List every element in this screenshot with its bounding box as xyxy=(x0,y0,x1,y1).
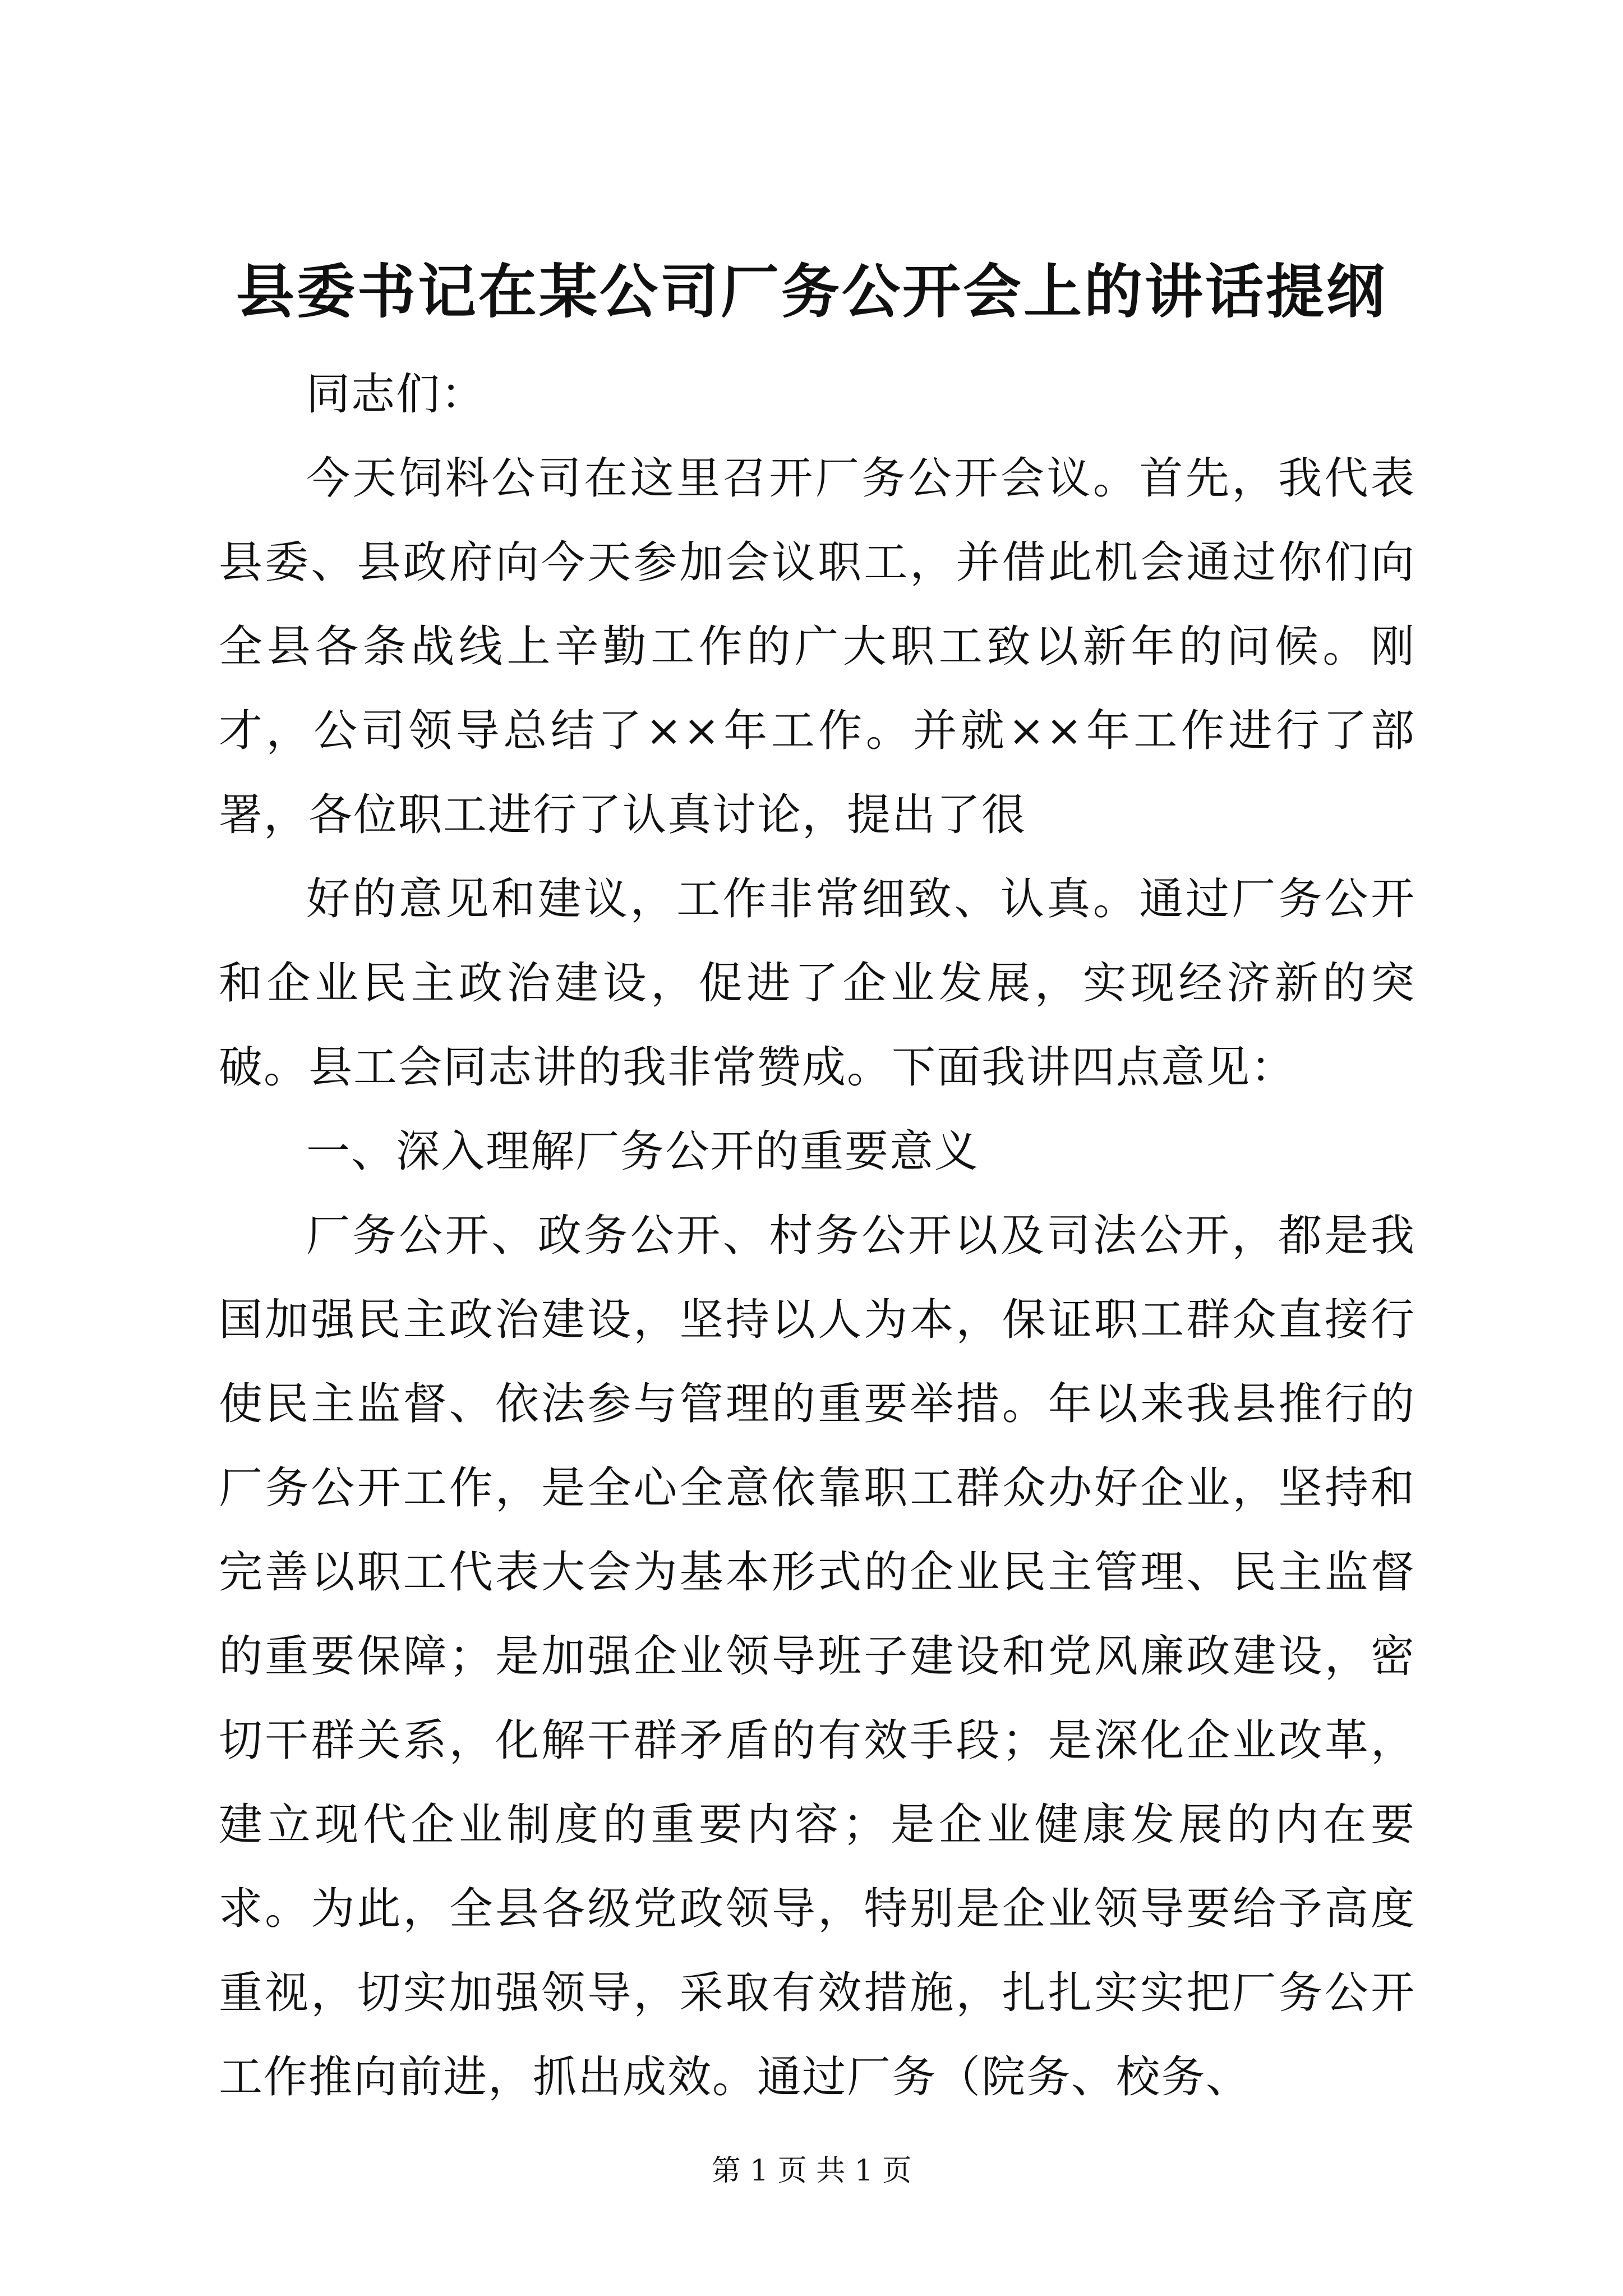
paragraph-continuation: 好的意见和建议，工作非常细致、认真。通过厂务公开和企业民主政治建设，促进了企业发展，实现经济新的突破。县工会同志讲的我非常赞成。下面我讲四点意见： xyxy=(219,874,1415,1093)
section-heading-one: 一、深入理解厂务公开的重要意义 xyxy=(306,1126,980,1177)
paragraph-salutation: 同志们： xyxy=(306,369,486,420)
paragraph-opening: 今天饲料公司在这里召开厂务公开会议。首先，我代表县委、县政府向今天参加会议职工，并借此机会通过你们向全县各条战线上辛勤工作的广大职工致以新年的问候。刚才，公司领导总结了××年工作。并就××年工作进行了部署，各位职工进行了认真讨论，提出了很 xyxy=(219,453,1415,840)
paragraph-significance: 厂务公开、政务公开、村务公开以及司法公开，都是我国加强民主政治建设，坚持以人为本，保证职工群众直接行使民主监督、依法参与管理的重要举措。年以来我县推行的厂务公开工作，是全心全意依靠职工群众办好企业，坚持和完善以职工代表大会为基本形式的企业民主管理、民主监督的重要保障；是加强企业领导班子建设和党风廉政建设，密切干群关系，化解干群矛盾的有效手段；是深化企业改革，建立现代企业制度的重要内容；是企业健康发展的内在要求。为此，全县各级党政领导，特别是企业领导要给予高度重视，切实加强领导，采取有效措施，扎扎实实把厂务公开工作推向前进，抓出成效。通过厂务（院务、校务、 xyxy=(219,1211,1415,2102)
page-footer: 第 1 页 共 1 页 xyxy=(711,2154,912,2188)
document-title: 县委书记在某公司厂务公开会上的讲话提纲 xyxy=(236,257,1387,326)
document-body xyxy=(219,352,1415,2119)
